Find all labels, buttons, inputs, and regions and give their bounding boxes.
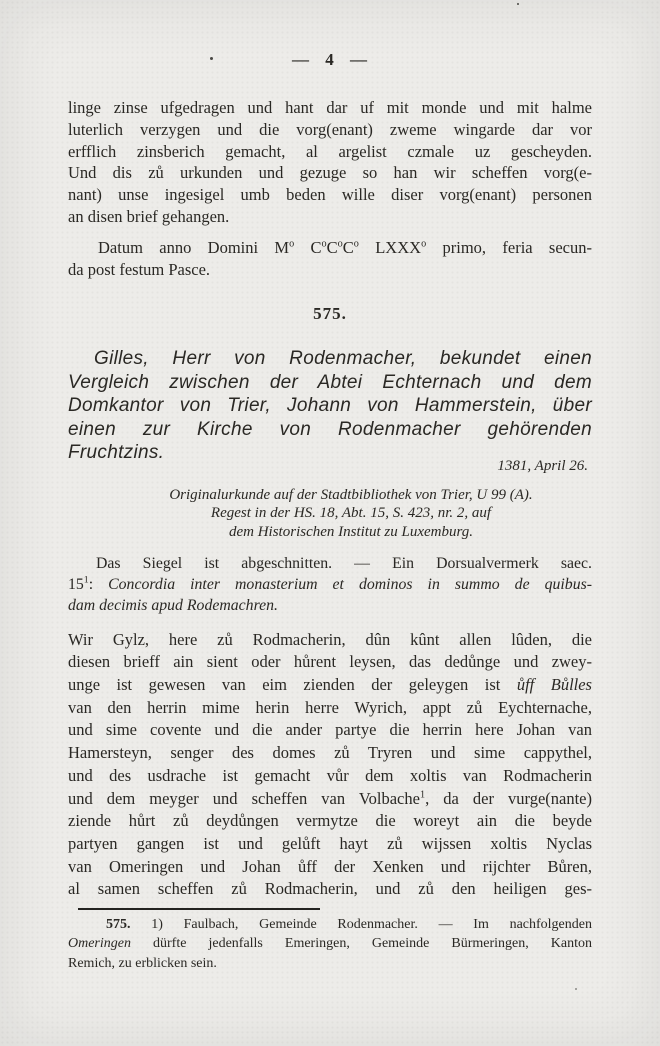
scan-speck	[517, 3, 519, 5]
source-note	[110, 486, 592, 542]
page-number: — 4 —	[292, 50, 368, 69]
text-line: erfflich zinsberich gemacht, al argelist czmale uz gescheyden.	[68, 141, 592, 161]
text-line: Omeringen dürfte jedenfalls Emeringen, Gemeinde Bürmeringen, Kanton	[68, 936, 592, 952]
text-line: Domkantor von Trier, Johann von Hammerstein, über	[68, 395, 592, 417]
text-line: an disen brief gehangen.	[68, 206, 230, 226]
text-line: nant) unse ingesigel umb beden wille diser vorg(enant) personen	[68, 185, 592, 205]
text-line: und sime covente und die ander partye die herrin here Johan van	[68, 720, 592, 740]
text-line: und des usdrache ist gemacht vůr dem xoltis van Rodmacherin	[68, 765, 592, 785]
charter-closing-paragraph	[68, 97, 592, 228]
text-line: Datum anno Domini $M^o$ $C^oC^oC^o$ LXXX$^o$ primo, feria secun-	[98, 237, 592, 257]
text-line: ziende hůrt zů deydůngen vermytze die woreyt ain die beyde	[68, 811, 592, 831]
entry-number-heading: 575.	[313, 304, 347, 324]
entry-date: 1381, April 26.	[497, 457, 588, 474]
charter-body-paragraph	[68, 629, 592, 901]
regest-summary	[68, 347, 592, 465]
footnote-separator-rule	[78, 908, 320, 910]
text-line: und dem meyger und scheffen van Volbache$^1$, da der vurge(nante)	[68, 788, 592, 808]
text-line: van den herrin mime herin herre Wyrich, appt zů Eychternache,	[68, 697, 592, 717]
text-line: dem Historischen Institut zu Luxemburg.	[228, 524, 473, 541]
text-line: Regest in der HS. 18, Abt. 15, S. 423, nr. 2, auf	[210, 505, 492, 522]
text-line: einen zur Kirche von Rodenmacher gehörenden	[68, 418, 592, 440]
text-line: diesen brieff ain sient oder hůrent leysen, das dedůnge und zwey-	[68, 652, 592, 672]
text-line: linge zinse ufgedragen und hant dar uf mit monde und mit halme	[68, 98, 592, 117]
scan-speck	[210, 57, 213, 60]
footnote	[68, 915, 592, 973]
text-line: unge ist gewesen van eim zienden der geleygen ist ůff Bůlles	[68, 675, 592, 695]
text-line: Remich, zu erblicken sein.	[68, 955, 217, 971]
text-line: Gilles, Herr von Rodenmacher, bekundet einen	[94, 348, 592, 370]
seal-note	[68, 553, 592, 616]
text-line: $15^1$: Concordia inter monasterium et dominos in summo de quibus-	[68, 574, 593, 593]
text-line: van Omeringen und Johan ůff der Xenken und rijchter Bůren,	[68, 856, 592, 876]
scan-speck	[575, 988, 577, 990]
text-line: al samen scheffen zů Rodmacherin, und zů den heiligen ges-	[68, 879, 592, 899]
text-line: Und dis zů urkunden und gezuge so han wir scheffen vorg(e-	[68, 163, 592, 183]
text-line: Originalurkunde auf der Stadtbibliothek von Trier, U 99 (A).	[169, 486, 533, 503]
text-line: 575. 1) Faulbach, Gemeinde Rodenmacher. — Im nachfolgenden	[106, 917, 592, 933]
text-line: partyen gangen ist und gelůft hayt zů wijssen xoltis Nyclas	[68, 833, 592, 853]
text-line: da post festum Pasce.	[68, 259, 211, 279]
text-line: dam decimis apud Rodemachren.	[68, 596, 278, 614]
text-line: Vergleich zwischen der Abtei Echternach und dem	[68, 371, 592, 393]
page-content	[68, 97, 592, 901]
text-line: Fruchtzins.	[68, 442, 165, 464]
text-line: Das Siegel ist abgeschnitten. — Ein Dorsualvermerk saec.	[96, 554, 592, 572]
text-line: luterlich verzygen und die vorg(enant) zweme wingarde dar vor	[68, 119, 592, 139]
datum-paragraph	[68, 237, 592, 281]
text-line: Wir Gylz, here zů Rodmacherin, dûn kûnt allen lûden, die	[68, 629, 592, 649]
text-line: Hamersteyn, senger des domes zů Tryren und sime cappythel,	[68, 743, 592, 763]
